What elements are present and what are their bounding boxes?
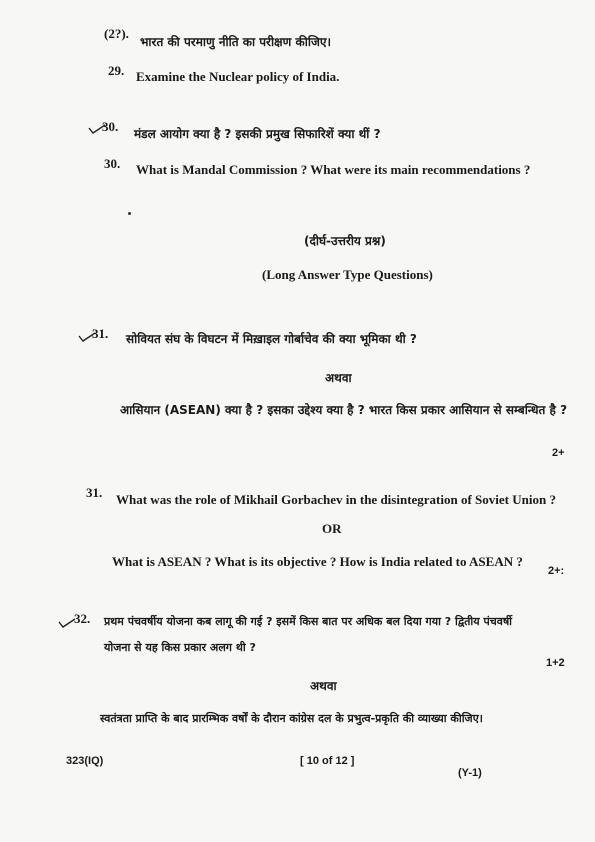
scan-speck [128, 212, 131, 215]
q30-text-hindi: मंडल आयोग क्या है ? इसकी प्रमुख सिफारिशें क्या थीं ? [134, 127, 381, 141]
page-number: [ 10 of 12 ] [300, 755, 355, 767]
q31-alternative-english: What is ASEAN ? What is its objective ? How is India related to ASEAN ? [112, 554, 523, 569]
q31-text-hindi: सोवियत संघ के विघटन में मिख़ाइल गोर्बाचेव की क्या भूमिका थी ? [126, 332, 417, 346]
q32-text-hindi-line2: योजना से यह किस प्रकार अलग थी ? [104, 641, 256, 654]
q32-alternative-hindi: स्वतंत्रता प्राप्ति के बाद प्रारम्भिक वर्षों के दौरान कांग्रेस दल के प्रभुत्व-प्रकृति की व्याख्या कीजिए। [100, 712, 483, 725]
q30-number-hindi: 30. [102, 119, 119, 134]
q31-number-english: 31. [86, 485, 103, 500]
q29-text-english: Examine the Nuclear policy of India. [136, 69, 340, 84]
q32-marks: 1+2 [546, 657, 565, 669]
q31-marks-english: 2+: [548, 565, 565, 577]
q31-text-english: What was the role of Mikhail Gorbachev in the disintegration of Soviet Union ? [116, 492, 556, 507]
q30-number-english: 30. [104, 156, 121, 171]
q31-or-english: OR [322, 521, 342, 536]
q31-alternative-hindi: आसियान (ASEAN) क्या है ? इसका उद्देश्य क्या है ? भारत किस प्रकार आसियान से सम्बन्धित है ? [120, 403, 568, 417]
q32-number-hindi: 32. [74, 611, 91, 626]
q31-marks-hindi: 2+ [552, 447, 565, 459]
q31-or-hindi: अथवा [325, 371, 352, 385]
q32-text-hindi-line1: प्रथम पंचवर्षीय योजना कब लागू की गई ? इसमें किस बात पर अधिक बल दिया गया ? द्वितीय पंचवर्षी [104, 615, 513, 628]
paper-set: (Y-1) [458, 767, 482, 779]
section-heading-hindi: (दीर्घ-उत्तरीय प्रश्न) [304, 234, 386, 248]
q31-number-hindi: 31. [92, 326, 109, 341]
q32-or-hindi: अथवा [310, 679, 337, 693]
q29-text-hindi: भारत की परमाणु नीति का परीक्षण कीजिए। [140, 35, 332, 49]
q29-number-hindi: (2?). [104, 26, 129, 41]
paper-code: 323(IQ) [66, 755, 104, 767]
q30-text-english: What is Mandal Commission ? What were its main recommendations ? [136, 162, 531, 177]
q29-number-english: 29. [108, 63, 125, 78]
section-heading-english: (Long Answer Type Questions) [262, 267, 433, 282]
